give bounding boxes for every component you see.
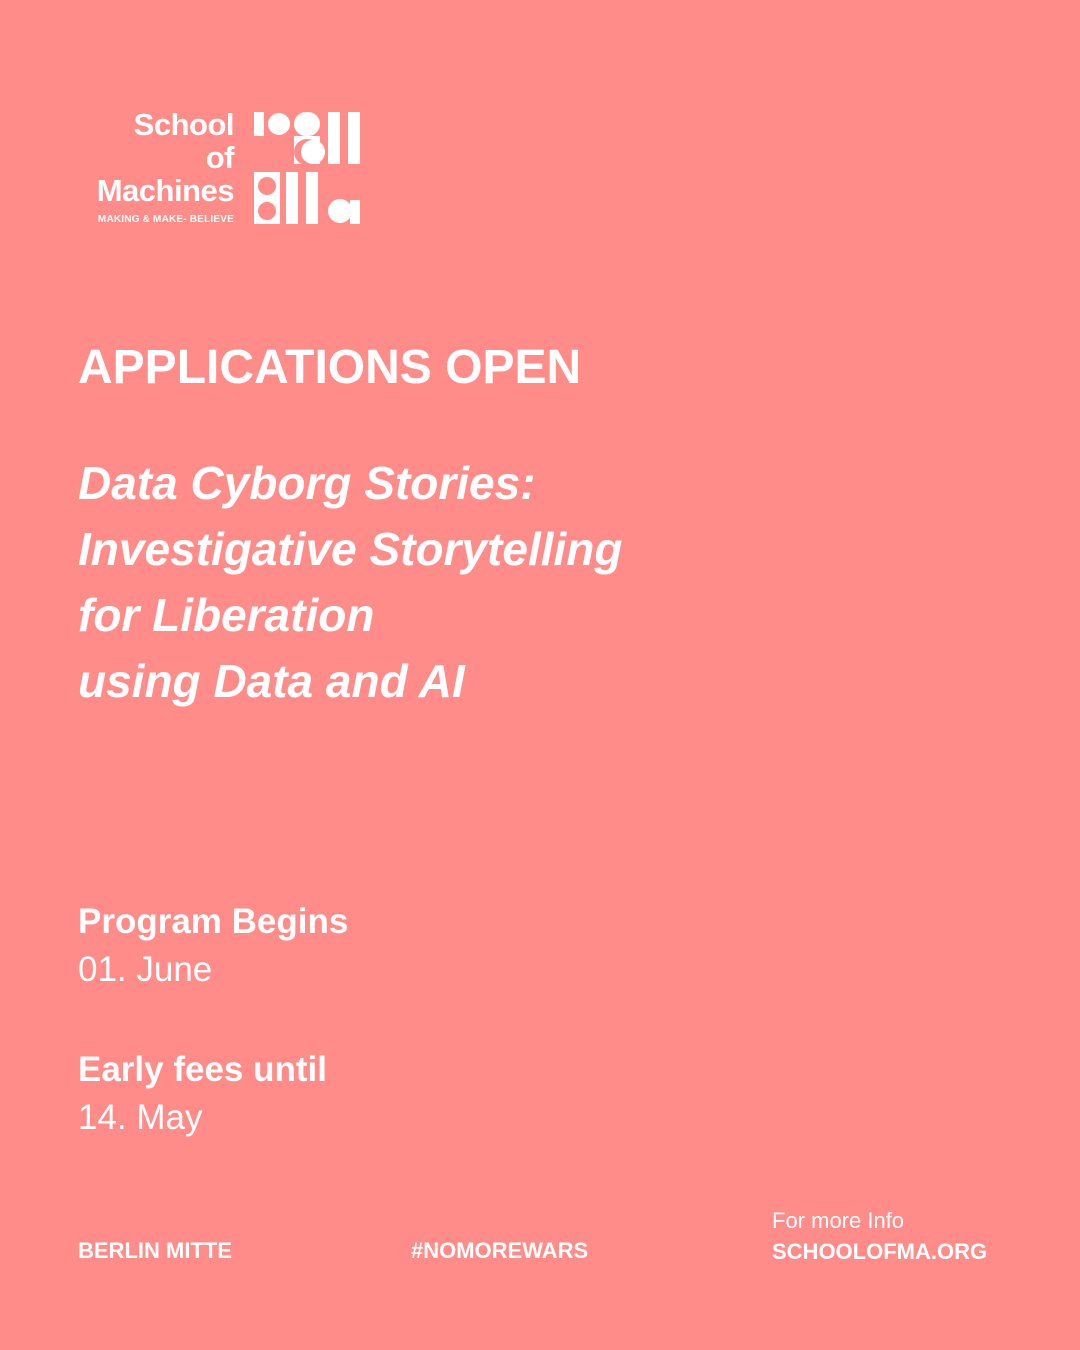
logo-line-1: School [133,107,234,142]
location-label: BERLIN MITTE [78,1238,232,1263]
early-fees-label: Early fees until [78,1050,327,1089]
program-begins-label: Program Begins [78,902,349,941]
title-line-4: using Data and AI [78,655,465,707]
more-info-label: For more Info [772,1208,905,1233]
early-fees-block [78,1046,327,1142]
logo-tagline: MAKING & MAKE- BELIEVE [97,214,234,225]
logo-line-2: of [205,140,234,175]
school-of-machines-logo [76,108,376,230]
dot-and-bar-grid-icon [254,112,370,226]
title-line-3: for Liberation [78,589,375,641]
logo-line-3: Machines [96,173,234,208]
program-begins-date: 01. June [78,950,213,989]
website-link[interactable]: SCHOOLOFMA.ORG [772,1239,988,1264]
title-line-2: Investigative Storytelling [78,523,623,575]
hashtag-label: #NOMOREWARS [411,1238,589,1263]
title-line-1: Data Cyborg Stories: [78,457,536,509]
early-fees-date: 14. May [78,1098,203,1137]
program-begins-block [78,898,348,994]
program-title [78,450,622,714]
logo-wordmark [76,108,234,207]
applications-open-heading: APPLICATIONS OPEN [78,341,582,394]
